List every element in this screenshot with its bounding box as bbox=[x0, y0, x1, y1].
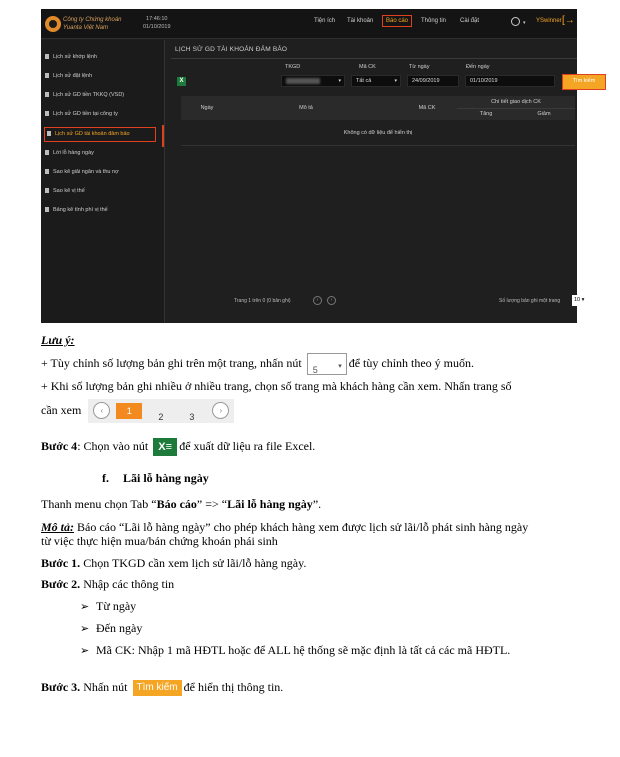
page-current: 1 bbox=[116, 403, 142, 419]
sidebar-item-sao-ke-vi-the[interactable]: Sao kê vị thế bbox=[45, 185, 155, 198]
arrow-bullet-icon: ➢ bbox=[80, 622, 90, 635]
nav-tai-khoan[interactable]: Tài khoản bbox=[347, 18, 374, 24]
excel-export-icon[interactable]: X bbox=[177, 77, 186, 86]
description-line-2: từ việc thực hiện mua/bán chứng khoán phái sinh bbox=[41, 534, 278, 548]
user-name[interactable]: YSwinner bbox=[536, 18, 562, 24]
nav-thong-tin[interactable]: Thông tin bbox=[421, 18, 447, 24]
sidebar-item-lich-su-gd-tien-tkkq[interactable]: Lịch sử GD tiền TKKQ (VSD) bbox=[45, 89, 155, 102]
empty-table-message: Không có dữ liệu để hiển thị bbox=[181, 120, 575, 146]
col-chi-tiet: Chi tiết giao dịch CK bbox=[491, 99, 541, 105]
note-2-line-1: + Khi số lượng bản ghi nhiều ở nhiều trang, chọn số trang mà khách hàng cần xem. Nhấn trang số bbox=[41, 379, 512, 393]
page-size-select[interactable]: 10 ▾ bbox=[572, 295, 597, 306]
document-icon bbox=[47, 131, 51, 136]
next-page-icon: › bbox=[212, 402, 229, 419]
top-bar bbox=[41, 9, 577, 39]
sidebar-item-loi-lo-hang-ngay[interactable]: Lời lỗ hàng ngày bbox=[45, 147, 155, 160]
chevron-down-icon: ▾ bbox=[338, 78, 341, 84]
prev-page-icon: ‹ bbox=[93, 402, 110, 419]
col-ngay: Ngày bbox=[200, 105, 214, 111]
search-button[interactable]: Tìm kiếm bbox=[562, 74, 606, 90]
arrow-bullet-icon: ➢ bbox=[80, 600, 90, 613]
excel-icon: X≡ bbox=[153, 438, 177, 456]
step-2: Bước 2. Nhập các thông tin bbox=[41, 577, 175, 591]
language-caret-icon[interactable]: ▾ bbox=[523, 20, 526, 26]
col-ma-ck: Mã CK bbox=[418, 105, 436, 111]
company-logo-icon bbox=[45, 16, 61, 32]
sidebar-item-lich-su-gd-tien-cong-ty[interactable]: Lịch sử GD tiền tại công ty bbox=[45, 108, 155, 121]
clock bbox=[143, 15, 171, 31]
sidebar-item-lich-su-khop-lenh[interactable]: Lịch sử khớp lệnh bbox=[45, 51, 155, 64]
sidebar bbox=[41, 40, 165, 323]
denngay-field[interactable]: 01/10/2019 bbox=[465, 75, 555, 87]
document-icon bbox=[45, 169, 49, 174]
clock-date: 01/10/2019 bbox=[143, 24, 171, 30]
language-globe-icon[interactable] bbox=[511, 17, 520, 26]
tkgd-label: TKGD bbox=[285, 64, 301, 70]
search-button-example: Tìm kiếm bbox=[133, 680, 182, 696]
sidebar-item-bang-ke-tinh-phi[interactable]: Bảng kê tính phí vị thế bbox=[45, 204, 155, 217]
document-icon bbox=[45, 73, 49, 78]
note-2-line-2: cần xem ‹ 1 2 3 › bbox=[41, 398, 234, 423]
step-3: Bước 3. Nhấn nút Tìm kiếm để hiển thị thông tin. bbox=[41, 677, 283, 697]
page-title: LỊCH SỬ GD TÀI KHOẢN ĐẢM BẢO bbox=[175, 46, 288, 53]
page-number: 2 bbox=[158, 412, 164, 423]
sidebar-item-lich-su-dat-lenh[interactable]: Lịch sử đặt lệnh bbox=[45, 70, 155, 83]
step-4: Bước 4: Chọn vào nút X≡ để xuất dữ liệu ra file Excel. bbox=[41, 436, 315, 456]
tungay-label: Từ ngày bbox=[409, 64, 430, 70]
records-summary: Trang 1 trên 0 (0 bản ghi) bbox=[234, 298, 291, 304]
col-tang: Tăng bbox=[479, 111, 493, 117]
divider bbox=[457, 108, 575, 109]
document-icon bbox=[45, 150, 49, 155]
document-icon bbox=[45, 92, 49, 97]
nav-tien-ich[interactable]: Tiện ích bbox=[314, 18, 336, 24]
company-name: Công ty Chứng khoán Yuanta Việt Nam bbox=[63, 17, 122, 31]
mack-label: Mã CK bbox=[359, 64, 376, 70]
prev-page-icon[interactable]: ‹ bbox=[313, 296, 322, 305]
description-line-1: Mô tả: Báo cáo “Lãi lỗ hàng ngày” cho phép khách hàng xem được lịch sử lãi/lỗ phát sinh hàng ngày bbox=[41, 520, 529, 534]
next-page-icon[interactable]: › bbox=[327, 296, 336, 305]
page-size-label: Số lượng bản ghi một trang bbox=[499, 298, 561, 304]
col-giam: Giảm bbox=[537, 111, 551, 117]
sidebar-scrollbar[interactable] bbox=[162, 125, 164, 147]
nav-bao-cao[interactable]: Báo cáo bbox=[382, 15, 412, 27]
chevron-down-icon: ▾ bbox=[338, 363, 342, 371]
divider bbox=[171, 58, 577, 59]
chevron-down-icon: ▾ bbox=[394, 78, 397, 84]
col-mo-ta: Mô tả bbox=[299, 105, 313, 111]
bullet-item: ➢ Đến ngày bbox=[80, 621, 143, 635]
main-panel bbox=[171, 40, 596, 323]
tungay-field[interactable]: 24/09/2019 bbox=[407, 75, 459, 87]
clock-time: 17:46:10 bbox=[146, 16, 168, 22]
page-number: 3 bbox=[189, 412, 195, 423]
note-title: Lưu ý: bbox=[41, 333, 75, 347]
bullet-item: ➢ Từ ngày bbox=[80, 599, 137, 613]
logout-icon[interactable]: [→ bbox=[562, 15, 575, 26]
bullet-item: ➢ Mã CK: Nhập 1 mã HĐTL hoặc để ALL hệ thống sẽ mặc định là tất cả các mã HĐTL. bbox=[80, 643, 511, 657]
menu-instruction: Thanh menu chọn Tab “Báo cáo” => “Lãi lỗ hàng ngày”. bbox=[41, 497, 322, 511]
document-icon bbox=[45, 54, 49, 59]
document-icon bbox=[45, 188, 49, 193]
tkgd-select[interactable] bbox=[281, 75, 345, 87]
sidebar-item-lich-su-gd-tai-khoan-dam-bao[interactable]: Lịch sử GD tài khoản đảm bảo bbox=[44, 127, 156, 142]
step-1: Bước 1. Chọn TKGD cần xem lịch sử lãi/lỗ hàng ngày. bbox=[41, 556, 307, 570]
account-number-blurred bbox=[286, 78, 320, 84]
document-icon bbox=[45, 207, 49, 212]
pagination-example bbox=[88, 399, 234, 423]
section-heading: f. Lãi lỗ hàng ngày bbox=[102, 471, 209, 485]
note-1: + Tùy chỉnh số lượng bản ghi trên một trang, nhấn nút 5 ▾ để tùy chỉnh theo ý muốn. bbox=[41, 352, 474, 375]
page-size-stepper: 5 ▾ bbox=[307, 353, 347, 375]
table-header bbox=[181, 96, 575, 120]
denngay-label: Đến ngày bbox=[466, 64, 490, 70]
app-screenshot bbox=[41, 9, 596, 323]
sidebar-item-sao-ke-giai-ngan[interactable]: Sao kê giải ngân và thu nợ bbox=[45, 166, 155, 179]
arrow-bullet-icon: ➢ bbox=[80, 644, 90, 657]
nav-cai-dat[interactable]: Cài đặt bbox=[460, 18, 480, 24]
mack-select[interactable]: Tất cả ▾ bbox=[351, 75, 401, 87]
document-icon bbox=[45, 111, 49, 116]
